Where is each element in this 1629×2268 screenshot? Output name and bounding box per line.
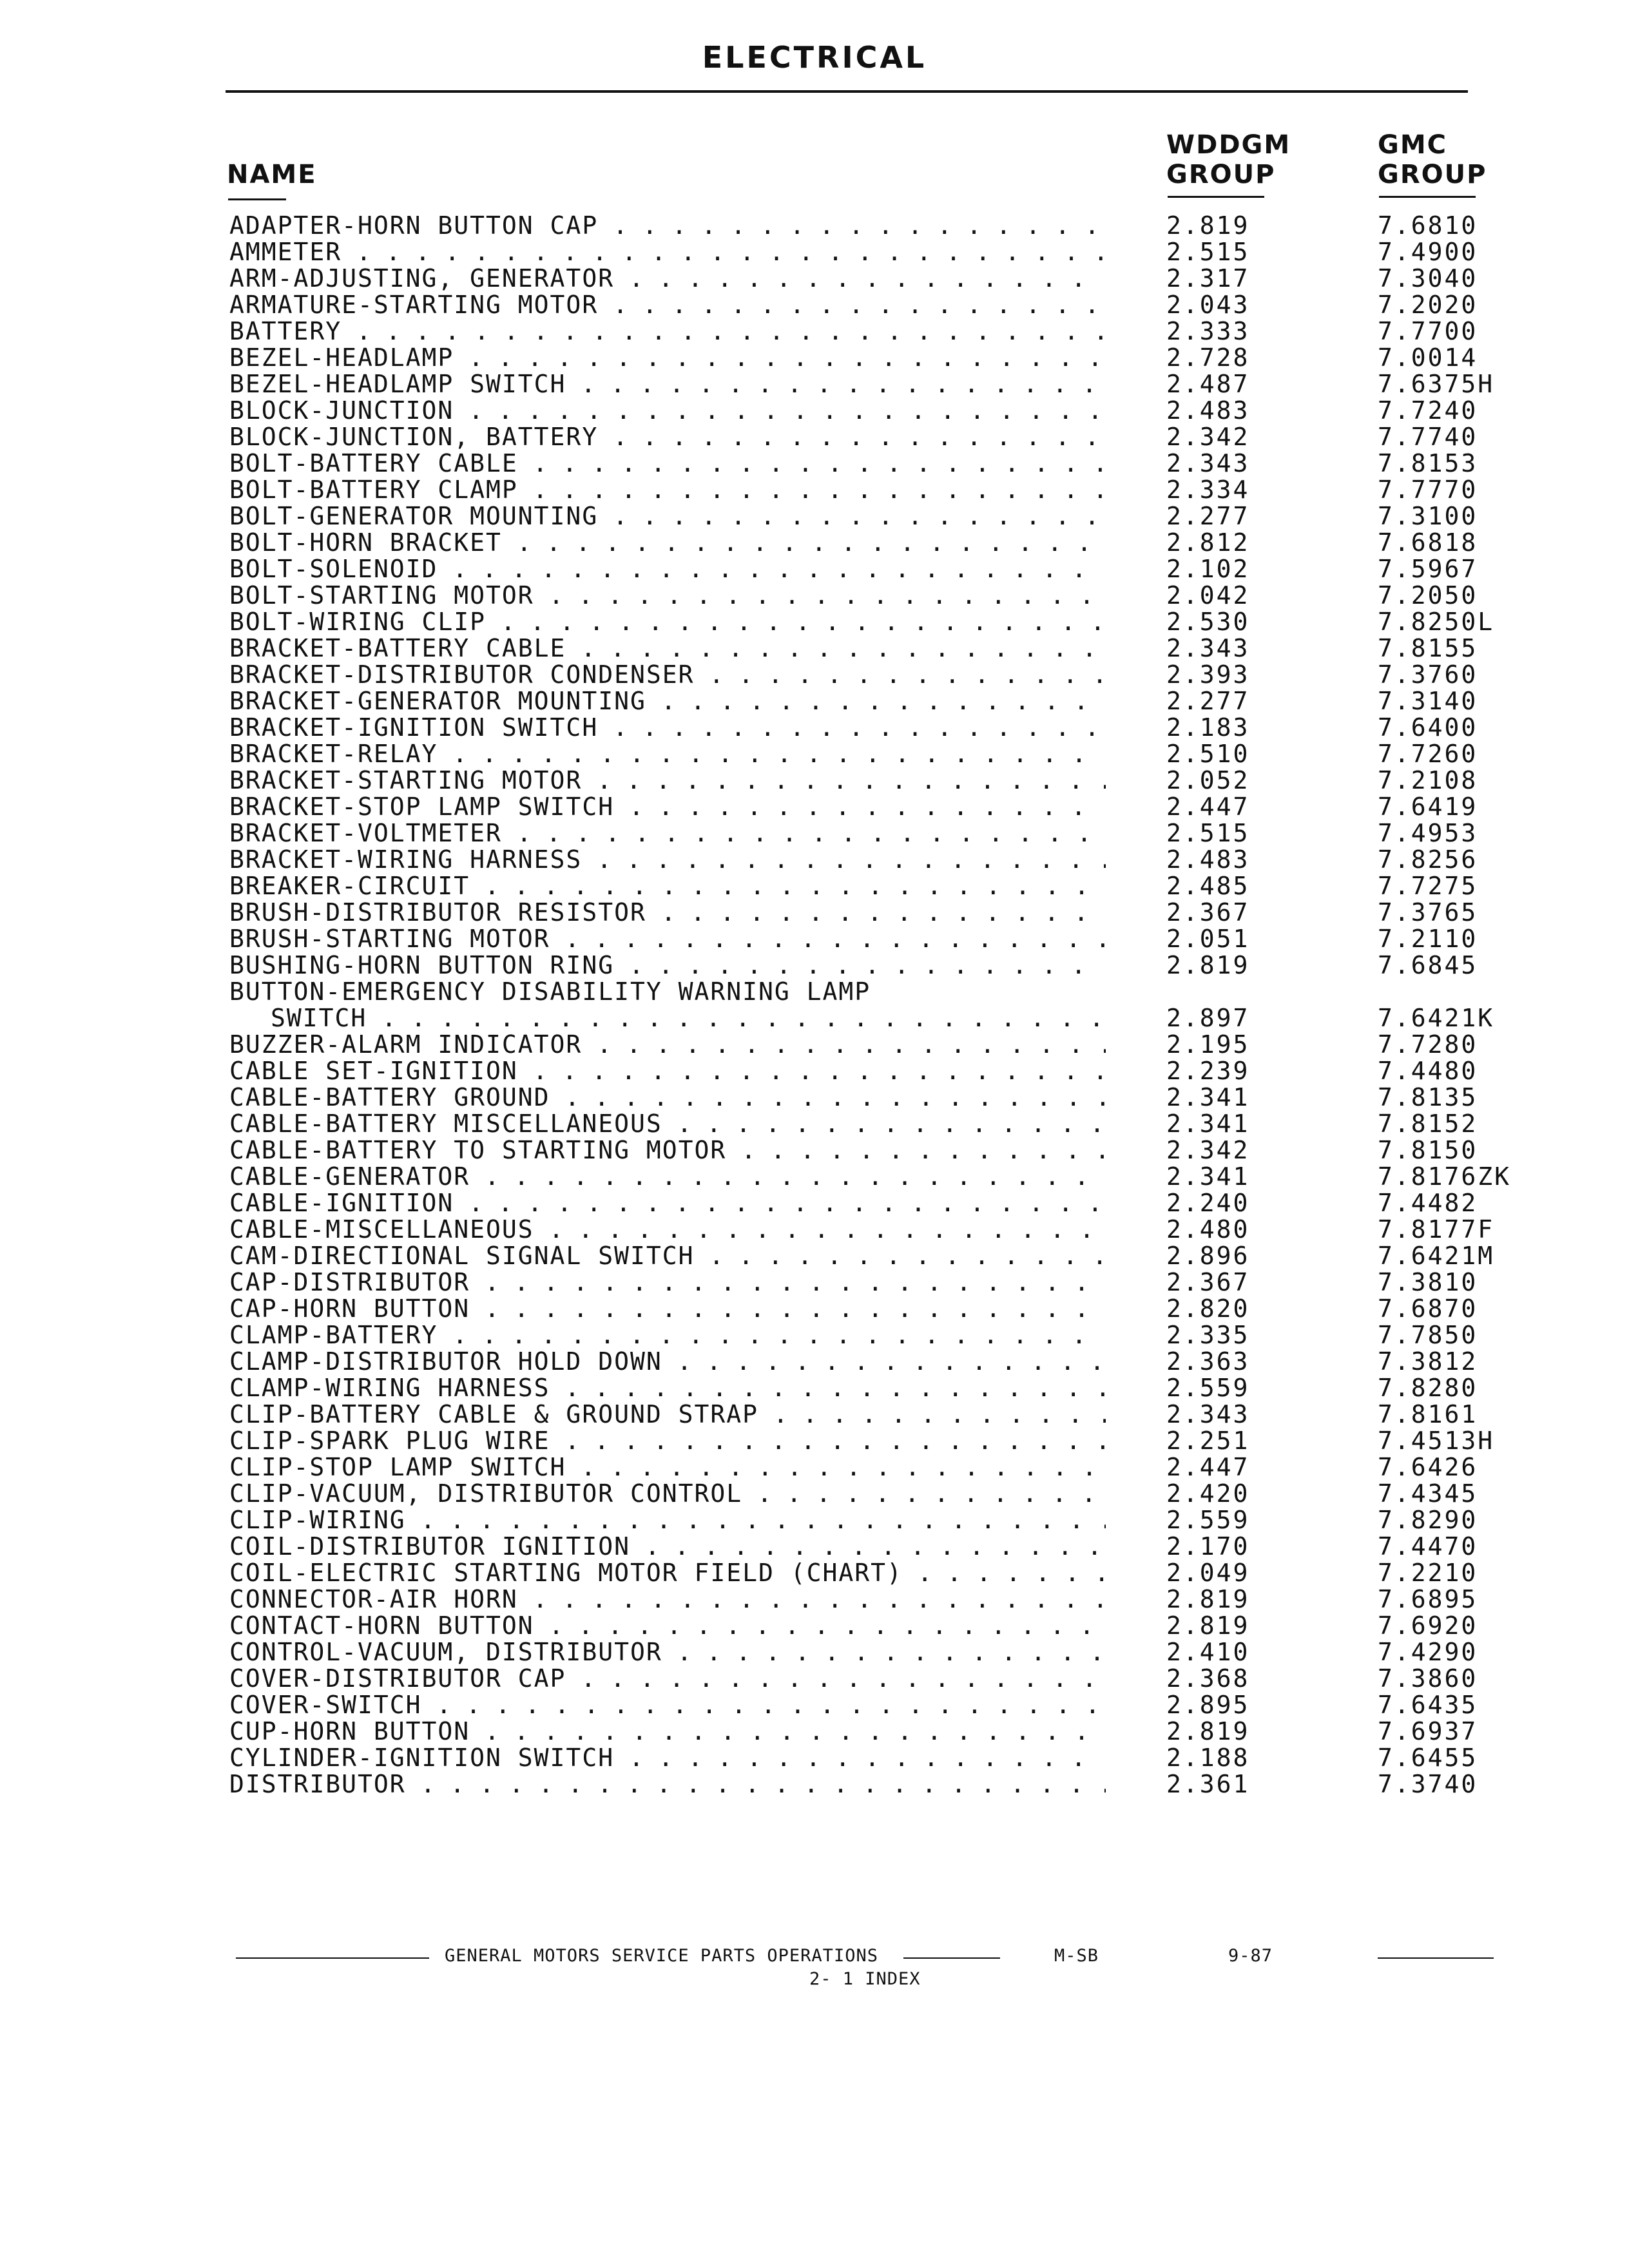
footer-rule-right (1378, 1957, 1494, 1959)
part-name: BOLT-GENERATOR MOUNTING . . . (229, 503, 1106, 530)
wddgm-group: 2.515 (1166, 819, 1250, 847)
part-name: CABLE-BATTERY TO STARTING MOTOR . . . (229, 1137, 1106, 1164)
table-row (0, 899, 1629, 926)
gmc-group: 7.4345 (1378, 1479, 1478, 1508)
gmc-group: 7.6421K (1378, 1004, 1495, 1032)
column-header-gmc (1378, 130, 1487, 189)
wddgm-group: 2.447 (1166, 793, 1250, 821)
gmc-group: 7.6920 (1378, 1611, 1478, 1640)
part-name: CABLE-IGNITION . . . (229, 1190, 1106, 1216)
gmc-group: 7.2050 (1378, 581, 1478, 610)
table-row (0, 530, 1629, 556)
gmc-group: 7.7275 (1378, 872, 1478, 900)
wddgm-group: 2.895 (1166, 1691, 1250, 1719)
footer-rule-mid (903, 1957, 1000, 1959)
part-name: CAP-DISTRIBUTOR . . . (229, 1269, 1106, 1296)
table-row (0, 398, 1629, 424)
wddgm-group: 2.819 (1166, 1611, 1250, 1640)
footer-page: 2- 1 INDEX (809, 1969, 921, 1989)
part-name: BRACKET-STARTING MOTOR . . . (229, 767, 1106, 794)
gmc-group: 7.7740 (1378, 423, 1478, 451)
wddgm-group: 2.510 (1166, 740, 1250, 768)
wddgm-group: 2.342 (1166, 423, 1250, 451)
gmc-group: 7.6421M (1378, 1242, 1495, 1270)
table-row (0, 1639, 1629, 1666)
column-header-name: NAME (227, 160, 317, 189)
gmc-group: 7.6818 (1378, 528, 1478, 557)
gmc-group: 7.7850 (1378, 1321, 1478, 1349)
wddgm-group: 2.277 (1166, 502, 1250, 530)
gmc-group: 7.4482 (1378, 1189, 1478, 1217)
gmc-header-line1: GMC (1378, 130, 1447, 160)
table-row (0, 1190, 1629, 1216)
part-name: BEZEL-HEADLAMP SWITCH . . . (229, 371, 1106, 398)
table-row (0, 1771, 1629, 1798)
wddgm-group: 2.343 (1166, 449, 1250, 477)
page-title: ELECTRICAL (702, 40, 927, 75)
wddgm-group: 2.410 (1166, 1638, 1250, 1666)
table-row (0, 318, 1629, 345)
wddgm-group: 2.195 (1166, 1030, 1250, 1059)
gmc-group: 7.6419 (1378, 793, 1478, 821)
part-name: CLIP-SPARK PLUG WIRE . . . (229, 1428, 1106, 1454)
table-row (0, 1613, 1629, 1639)
part-name: AMMETER . . . (229, 239, 1106, 265)
gmc-group: 7.3765 (1378, 898, 1478, 927)
wddgm-group: 2.341 (1166, 1162, 1250, 1191)
part-name: CLAMP-DISTRIBUTOR HOLD DOWN . . . (229, 1349, 1106, 1375)
table-row (0, 1296, 1629, 1322)
table-row (0, 582, 1629, 609)
gmc-group: 7.8250L (1378, 608, 1495, 636)
part-name: BRACKET-WIRING HARNESS . . . (229, 847, 1106, 873)
gmc-group: 7.6455 (1378, 1744, 1478, 1772)
wddgm-group: 2.819 (1166, 211, 1250, 240)
part-name: CLAMP-WIRING HARNESS . . . (229, 1375, 1106, 1401)
gmc-group: 7.7280 (1378, 1030, 1478, 1059)
wddgm-header-underline (1168, 196, 1264, 198)
part-name: BEZEL-HEADLAMP . . . (229, 345, 1106, 371)
gmc-group: 7.6375H (1378, 370, 1495, 398)
wddgm-group: 2.819 (1166, 1585, 1250, 1613)
gmc-group: 7.8152 (1378, 1110, 1478, 1138)
table-row (0, 635, 1629, 662)
gmc-group: 7.3040 (1378, 264, 1478, 293)
part-name: DISTRIBUTOR . . . (229, 1771, 1106, 1798)
table-row (0, 1164, 1629, 1190)
table-row (0, 1084, 1629, 1111)
part-name: BRACKET-IGNITION SWITCH . . . (229, 715, 1106, 741)
part-name: CONTROL-VACUUM, DISTRIBUTOR . . . (229, 1639, 1106, 1666)
gmc-group: 7.8177F (1378, 1215, 1495, 1244)
table-row (0, 1401, 1629, 1428)
part-name: ADAPTER-HORN BUTTON CAP . . . (229, 213, 1106, 239)
wddgm-group: 2.393 (1166, 660, 1250, 689)
part-name: CONTACT-HORN BUTTON . . . (229, 1613, 1106, 1639)
wddgm-group: 2.480 (1166, 1215, 1250, 1244)
table-row (0, 556, 1629, 582)
gmc-group: 7.3740 (1378, 1770, 1478, 1798)
part-name: BUZZER-ALARM INDICATOR . . . (229, 1032, 1106, 1058)
table-row (0, 952, 1629, 979)
wddgm-group: 2.341 (1166, 1110, 1250, 1138)
table-row (0, 1216, 1629, 1243)
gmc-group: 7.6435 (1378, 1691, 1478, 1719)
title-rule (226, 90, 1468, 93)
part-name: BRACKET-STOP LAMP SWITCH . . . (229, 794, 1106, 820)
footer-rule-left (236, 1957, 429, 1959)
table-row (0, 873, 1629, 899)
wddgm-group: 2.341 (1166, 1083, 1250, 1111)
table-row (0, 1428, 1629, 1454)
part-name: CLAMP-BATTERY . . . (229, 1322, 1106, 1349)
gmc-group: 7.3100 (1378, 502, 1478, 530)
part-name: CABLE-GENERATOR . . . (229, 1164, 1106, 1190)
gmc-group: 7.8290 (1378, 1506, 1478, 1534)
wddgm-group: 2.819 (1166, 1717, 1250, 1745)
wddgm-header-line1: WDDGM (1166, 130, 1291, 160)
table-row (0, 1375, 1629, 1401)
wddgm-group: 2.183 (1166, 713, 1250, 742)
part-name: CLIP-VACUUM, DISTRIBUTOR CONTROL . . . (229, 1481, 1106, 1507)
wddgm-group: 2.485 (1166, 872, 1250, 900)
wddgm-group: 2.368 (1166, 1664, 1250, 1693)
gmc-group: 7.3140 (1378, 687, 1478, 715)
wddgm-group: 2.361 (1166, 1770, 1250, 1798)
wddgm-group: 2.559 (1166, 1506, 1250, 1534)
table-row (0, 213, 1629, 239)
table-row (0, 1533, 1629, 1560)
part-name: CABLE-MISCELLANEOUS . . . (229, 1216, 1106, 1243)
table-row (0, 688, 1629, 715)
part-name: BOLT-BATTERY CLAMP . . . (229, 477, 1106, 503)
column-header-wddgm (1166, 130, 1291, 189)
gmc-group: 7.8256 (1378, 845, 1478, 874)
table-row (0, 1005, 1629, 1032)
wddgm-header-line2: GROUP (1166, 160, 1276, 189)
part-name: BOLT-SOLENOID . . . (229, 556, 1106, 582)
table-row (0, 741, 1629, 767)
part-name: BRACKET-BATTERY CABLE . . . (229, 635, 1106, 662)
table-row (0, 1666, 1629, 1692)
part-name: CLIP-BATTERY CABLE & GROUND STRAP . . . (229, 1401, 1106, 1428)
part-name: BLOCK-JUNCTION, BATTERY . . . (229, 424, 1106, 450)
gmc-header-line2: GROUP (1378, 160, 1487, 189)
wddgm-group: 2.343 (1166, 1400, 1250, 1428)
table-row (0, 1058, 1629, 1084)
wddgm-group: 2.420 (1166, 1479, 1250, 1508)
table-row (0, 1745, 1629, 1771)
wddgm-group: 2.343 (1166, 634, 1250, 662)
wddgm-group: 2.483 (1166, 845, 1250, 874)
wddgm-group: 2.333 (1166, 317, 1250, 345)
part-name: BOLT-WIRING CLIP . . . (229, 609, 1106, 635)
table-row (0, 979, 1629, 1005)
part-name: COIL-DISTRIBUTOR IGNITION . . . (229, 1533, 1106, 1560)
wddgm-group: 2.049 (1166, 1559, 1250, 1587)
gmc-group: 7.8155 (1378, 634, 1478, 662)
gmc-group: 7.4470 (1378, 1532, 1478, 1561)
gmc-group: 7.3812 (1378, 1347, 1478, 1376)
gmc-group: 7.8280 (1378, 1374, 1478, 1402)
part-name: COIL-ELECTRIC STARTING MOTOR FIELD (CHART) . . . (229, 1560, 1106, 1586)
table-row (0, 450, 1629, 477)
gmc-group: 7.7240 (1378, 396, 1478, 425)
part-name: BUTTON-EMERGENCY DISABILITY WARNING LAMP (229, 979, 871, 1005)
part-name: CLIP-STOP LAMP SWITCH . . . (229, 1454, 1106, 1481)
wddgm-group: 2.170 (1166, 1532, 1250, 1561)
table-row (0, 424, 1629, 450)
part-name: CAP-HORN BUTTON . . . (229, 1296, 1106, 1322)
gmc-group: 7.4513H (1378, 1427, 1495, 1455)
gmc-group: 7.7700 (1378, 317, 1478, 345)
wddgm-group: 2.043 (1166, 291, 1250, 319)
table-row (0, 1269, 1629, 1296)
part-name: BOLT-HORN BRACKET . . . (229, 530, 1106, 556)
table-row (0, 767, 1629, 794)
wddgm-group: 2.487 (1166, 370, 1250, 398)
part-name: CABLE-BATTERY GROUND . . . (229, 1084, 1106, 1111)
wddgm-group: 2.559 (1166, 1374, 1250, 1402)
table-row (0, 609, 1629, 635)
part-name: BREAKER-CIRCUIT . . . (229, 873, 1106, 899)
footer-code: M-SB (1054, 1946, 1099, 1966)
table-row (0, 794, 1629, 820)
table-row (0, 1322, 1629, 1349)
gmc-group: 7.6937 (1378, 1717, 1478, 1745)
wddgm-group: 2.239 (1166, 1057, 1250, 1085)
part-name: SWITCH . . . (271, 1005, 1106, 1032)
part-name: CAM-DIRECTIONAL SIGNAL SWITCH . . . (229, 1243, 1106, 1269)
wddgm-group: 2.251 (1166, 1427, 1250, 1455)
wddgm-group: 2.367 (1166, 1268, 1250, 1296)
table-row (0, 1243, 1629, 1269)
wddgm-group: 2.052 (1166, 766, 1250, 794)
gmc-group: 7.3810 (1378, 1268, 1478, 1296)
wddgm-group: 2.530 (1166, 608, 1250, 636)
gmc-group: 7.7260 (1378, 740, 1478, 768)
part-name: CYLINDER-IGNITION SWITCH . . . (229, 1745, 1106, 1771)
part-name: BOLT-STARTING MOTOR . . . (229, 582, 1106, 609)
table-row (0, 1137, 1629, 1164)
part-name: ARMATURE-STARTING MOTOR . . . (229, 292, 1106, 318)
table-row (0, 477, 1629, 503)
wddgm-group: 2.819 (1166, 951, 1250, 979)
table-row (0, 715, 1629, 741)
gmc-group: 7.6870 (1378, 1294, 1478, 1323)
footer-date: 9-87 (1228, 1946, 1273, 1966)
gmc-group: 7.2108 (1378, 766, 1478, 794)
gmc-group: 7.8176ZK (1378, 1162, 1512, 1191)
part-name: CABLE-BATTERY MISCELLANEOUS . . . (229, 1111, 1106, 1137)
gmc-group: 7.0014 (1378, 343, 1478, 372)
table-row (0, 1692, 1629, 1718)
part-name: BUSHING-HORN BUTTON RING . . . (229, 952, 1106, 979)
wddgm-group: 2.335 (1166, 1321, 1250, 1349)
gmc-group: 7.8135 (1378, 1083, 1478, 1111)
gmc-group: 7.3760 (1378, 660, 1478, 689)
part-name: BRUSH-DISTRIBUTOR RESISTOR . . . (229, 899, 1106, 926)
gmc-group: 7.2110 (1378, 925, 1478, 953)
gmc-group: 7.2020 (1378, 291, 1478, 319)
gmc-group: 7.4480 (1378, 1057, 1478, 1085)
part-name: CLIP-WIRING . . . (229, 1507, 1106, 1533)
gmc-group: 7.8153 (1378, 449, 1478, 477)
table-row (0, 503, 1629, 530)
wddgm-group: 2.277 (1166, 687, 1250, 715)
footer-org: GENERAL MOTORS SERVICE PARTS OPERATIONS (445, 1946, 878, 1966)
gmc-group: 7.4900 (1378, 238, 1478, 266)
wddgm-group: 2.334 (1166, 476, 1250, 504)
wddgm-group: 2.042 (1166, 581, 1250, 610)
wddgm-group: 2.051 (1166, 925, 1250, 953)
part-name: BATTERY . . . (229, 318, 1106, 345)
gmc-group: 7.6426 (1378, 1453, 1478, 1481)
part-name: BRACKET-RELAY . . . (229, 741, 1106, 767)
part-name: COVER-DISTRIBUTOR CAP . . . (229, 1666, 1106, 1692)
part-name: COVER-SWITCH . . . (229, 1692, 1106, 1718)
table-row (0, 265, 1629, 292)
wddgm-group: 2.897 (1166, 1004, 1250, 1032)
wddgm-group: 2.342 (1166, 1136, 1250, 1164)
gmc-group: 7.5967 (1378, 555, 1478, 583)
gmc-group: 7.4290 (1378, 1638, 1478, 1666)
table-row (0, 820, 1629, 847)
table-row (0, 371, 1629, 398)
table-row (0, 1560, 1629, 1586)
wddgm-group: 2.728 (1166, 343, 1250, 372)
part-name: BRUSH-STARTING MOTOR . . . (229, 926, 1106, 952)
wddgm-group: 2.363 (1166, 1347, 1250, 1376)
wddgm-group: 2.812 (1166, 528, 1250, 557)
wddgm-group: 2.447 (1166, 1453, 1250, 1481)
part-name: BRACKET-GENERATOR MOUNTING . . . (229, 688, 1106, 715)
table-row (0, 847, 1629, 873)
gmc-group: 7.8150 (1378, 1136, 1478, 1164)
index-table (0, 213, 1629, 1798)
gmc-group: 7.3860 (1378, 1664, 1478, 1693)
gmc-group: 7.8161 (1378, 1400, 1478, 1428)
part-name: BOLT-BATTERY CABLE . . . (229, 450, 1106, 477)
table-row (0, 1481, 1629, 1507)
wddgm-group: 2.515 (1166, 238, 1250, 266)
gmc-group: 7.6845 (1378, 951, 1478, 979)
part-name: CONNECTOR-AIR HORN . . . (229, 1586, 1106, 1613)
table-row (0, 1349, 1629, 1375)
gmc-group: 7.7770 (1378, 476, 1478, 504)
gmc-group: 7.6400 (1378, 713, 1478, 742)
table-row (0, 1586, 1629, 1613)
part-name: CABLE SET-IGNITION . . . (229, 1058, 1106, 1084)
table-row (0, 926, 1629, 952)
table-row (0, 1032, 1629, 1058)
table-row (0, 1718, 1629, 1745)
table-row (0, 345, 1629, 371)
gmc-group: 7.6895 (1378, 1585, 1478, 1613)
gmc-group: 7.6810 (1378, 211, 1478, 240)
wddgm-group: 2.188 (1166, 1744, 1250, 1772)
part-name: ARM-ADJUSTING, GENERATOR . . . (229, 265, 1106, 292)
wddgm-group: 2.240 (1166, 1189, 1250, 1217)
wddgm-group: 2.483 (1166, 396, 1250, 425)
table-row (0, 1111, 1629, 1137)
gmc-header-underline (1379, 196, 1476, 198)
gmc-group: 7.2210 (1378, 1559, 1478, 1587)
wddgm-group: 2.896 (1166, 1242, 1250, 1270)
wddgm-group: 2.367 (1166, 898, 1250, 927)
table-row (0, 1454, 1629, 1481)
name-header-underline (228, 198, 286, 200)
part-name: BLOCK-JUNCTION . . . (229, 398, 1106, 424)
part-name: BRACKET-VOLTMETER . . . (229, 820, 1106, 847)
gmc-group: 7.4953 (1378, 819, 1478, 847)
wddgm-group: 2.820 (1166, 1294, 1250, 1323)
part-name: CUP-HORN BUTTON . . . (229, 1718, 1106, 1745)
table-row (0, 292, 1629, 318)
table-row (0, 239, 1629, 265)
wddgm-group: 2.102 (1166, 555, 1250, 583)
wddgm-group: 2.317 (1166, 264, 1250, 293)
part-name: BRACKET-DISTRIBUTOR CONDENSER . . . (229, 662, 1106, 688)
table-row (0, 1507, 1629, 1533)
table-row (0, 662, 1629, 688)
